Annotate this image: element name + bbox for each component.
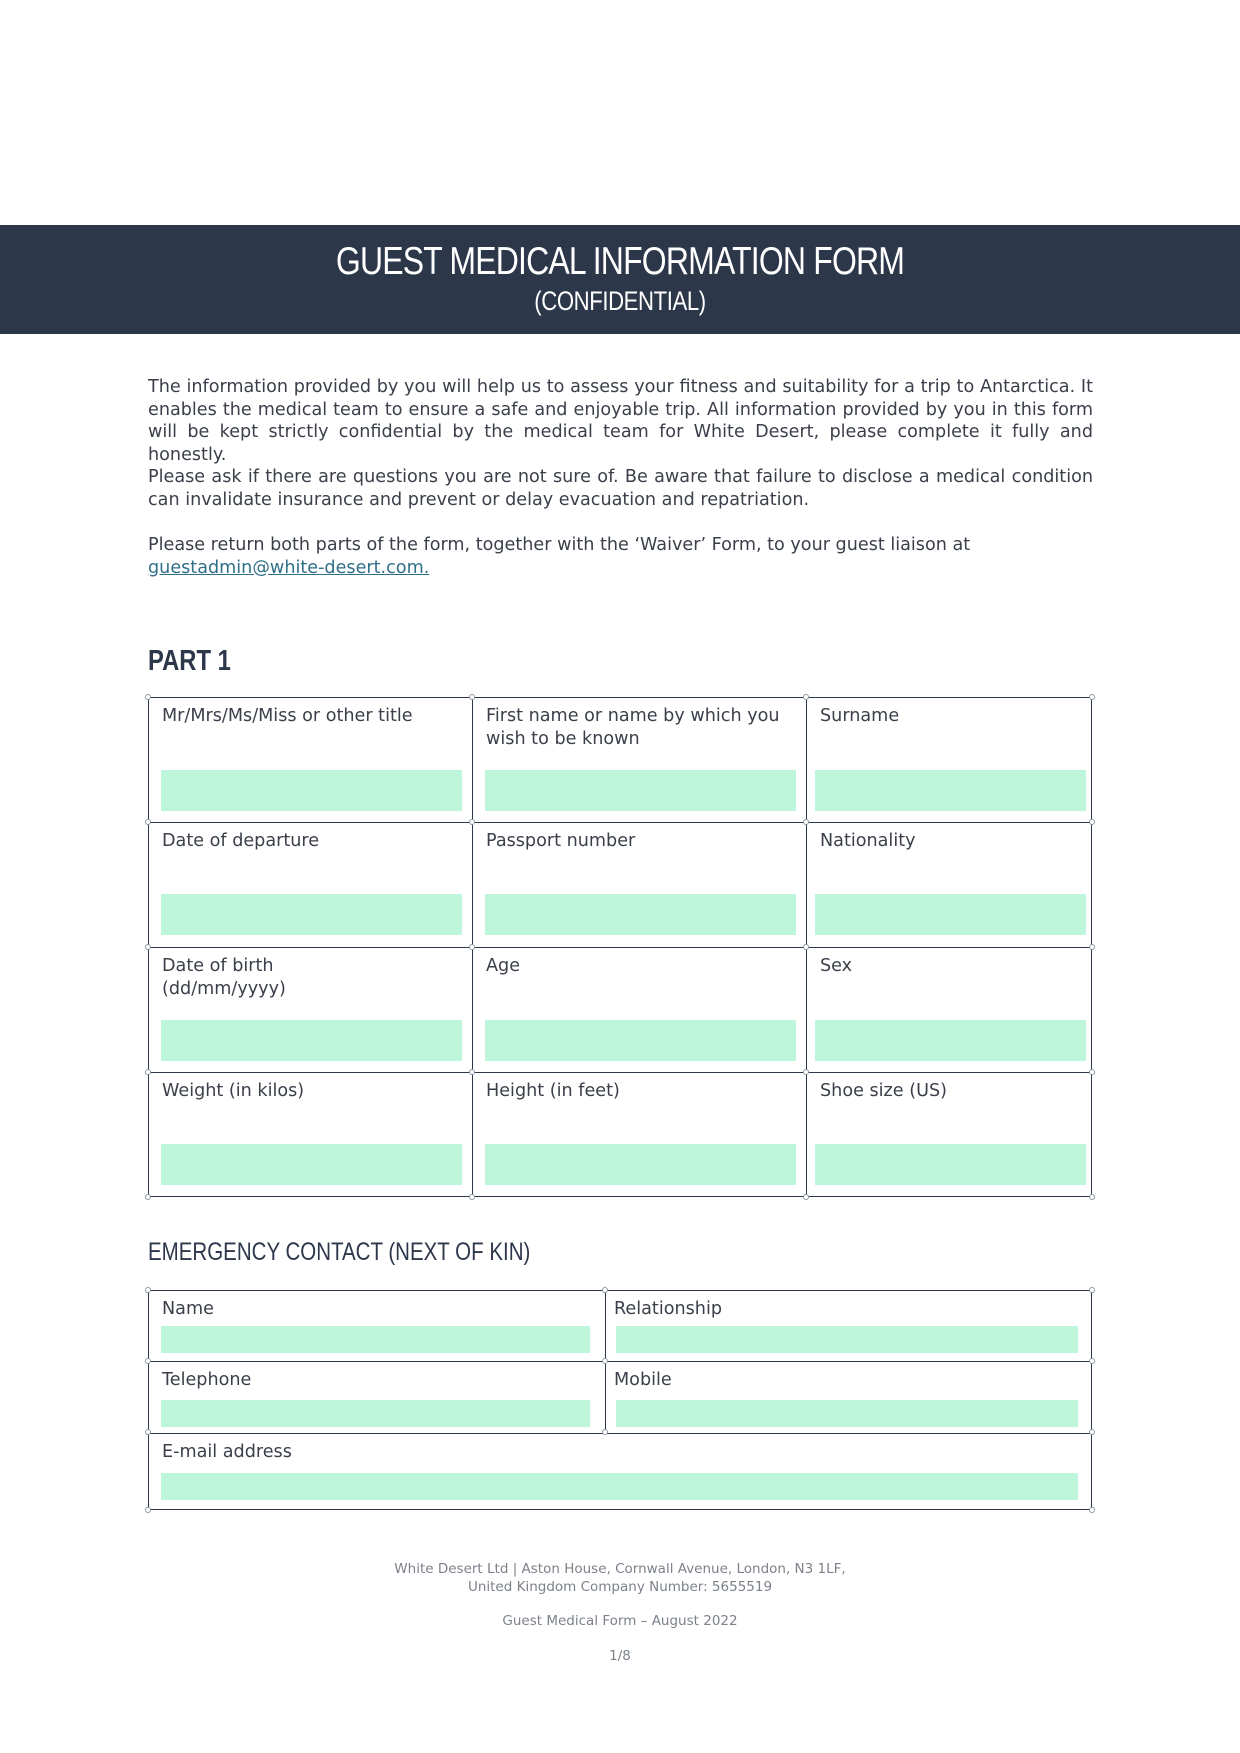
telephone-field[interactable] [161,1400,590,1427]
mobile-label: Mobile [614,1370,672,1390]
grid-handle-dot [803,1194,809,1200]
grid-handle-dot [602,1358,608,1364]
relationship-label: Relationship [614,1299,723,1319]
grid-handle-dot [803,1069,809,1075]
grid-handle-dot [145,1429,151,1435]
age-cell [473,948,807,1073]
intro-paragraph-1: The information provided by you will help us to assess your fitness and suitability for a trip to Antarctica. It enables the medical team to ensure a safe and enjoyable trip. All information provided by you in this form will be kept strictly confidential by the medical team for White Desert, please complete it fully and honestly. [148,377,1093,465]
grid-handle-dot [1089,1069,1095,1075]
grid-handle-dot [1089,819,1095,825]
first-name-field[interactable] [485,770,796,811]
grid-handle-dot [1089,694,1095,700]
grid-handle-dot [469,1194,475,1200]
grid-handle-dot [145,944,151,950]
grid-handle-dot [145,1358,151,1364]
grid-handle-dot [1089,1507,1095,1513]
contact-name-cell [149,1291,606,1362]
page-title: GUEST MEDICAL INFORMATION FORM [335,240,905,283]
grid-handle-dot [602,1429,608,1435]
page-number: 1/8 [609,1648,631,1664]
height-cell [473,1073,807,1195]
relationship-field[interactable] [616,1326,1078,1353]
passport-number-cell [473,823,807,948]
grid-handle-dot [469,1069,475,1075]
grid-handle-dot [803,694,809,700]
contact-name-field[interactable] [161,1326,590,1353]
nationality-field[interactable] [815,894,1086,935]
grid-handle-dot [145,819,151,825]
title-field[interactable] [161,770,462,811]
email-cell [149,1434,1090,1508]
shoe-size-cell [807,1073,1090,1195]
sex-label: Sex [820,956,853,976]
return-instructions: Please return both parts of the form, together with the ‘Waiver’ Form, to your guest liaison at [148,535,971,555]
weight-field[interactable] [161,1144,462,1185]
part-1-heading: PART 1 [148,645,231,677]
nationality-cell [807,823,1090,948]
grid-handle-dot [145,694,151,700]
departure-date-label: Date of departure [162,831,320,851]
footer-address-line-1: White Desert Ltd | Aston House, Cornwall Avenue, London, N3 1LF, [394,1561,846,1577]
grid-handle-dot [803,944,809,950]
sex-cell [807,948,1090,1073]
page-subtitle: (CONFIDENTIAL) [534,286,706,316]
grid-handle-dot [1089,1287,1095,1293]
grid-handle-dot [1089,1429,1095,1435]
weight-label: Weight (in kilos) [162,1081,305,1101]
footer-address-line-2: United Kingdom Company Number: 5655519 [467,1579,773,1595]
first-name-label: First name or name by which you wish to be known [486,706,780,749]
date-of-birth-cell [149,948,473,1073]
grid-handle-dot [145,1507,151,1513]
passport-number-field[interactable] [485,894,796,935]
grid-handle-dot [469,944,475,950]
age-label: Age [486,956,521,976]
surname-cell [807,698,1090,823]
grid-handle-dot [1089,944,1095,950]
grid-handle-dot [469,819,475,825]
guest-admin-email-link[interactable]: guestadmin@white-desert.com. [148,557,430,578]
grid-handle-dot [803,819,809,825]
email-field[interactable] [161,1473,1078,1500]
grid-handle-dot [145,1069,151,1075]
first-name-cell [473,698,807,823]
telephone-label: Telephone [162,1370,252,1390]
footer-form-version: Guest Medical Form – August 2022 [502,1613,738,1629]
surname-label: Surname [820,706,900,726]
departure-date-field[interactable] [161,894,462,935]
height-label: Height (in feet) [486,1081,620,1101]
shoe-size-field[interactable] [815,1144,1086,1185]
emergency-contact-heading: EMERGENCY CONTACT (NEXT OF KIN) [148,1238,531,1266]
part-1-form-grid [148,697,1092,1197]
grid-handle-dot [602,1287,608,1293]
title-label: Mr/Mrs/Ms/Miss or other title [162,706,413,726]
surname-field[interactable] [815,770,1086,811]
sex-field[interactable] [815,1020,1086,1061]
emergency-contact-grid [148,1290,1092,1510]
grid-handle-dot [469,694,475,700]
relationship-cell [606,1291,1090,1362]
nationality-label: Nationality [820,831,916,851]
passport-number-label: Passport number [486,831,636,851]
weight-cell [149,1073,473,1195]
grid-handle-dot [145,1194,151,1200]
telephone-cell [149,1362,606,1434]
contact-name-label: Name [162,1299,214,1319]
grid-handle-dot [1089,1358,1095,1364]
intro-paragraph-2: Please ask if there are questions you are not sure of. Be aware that failure to disclose a medical condition can invalidate insurance and prevent or delay evacuation and repatriation. [148,467,1093,510]
height-field[interactable] [485,1144,796,1185]
header-banner [0,225,1240,334]
date-of-birth-label: Date of birth (dd/mm/yyyy) [162,956,286,999]
shoe-size-label: Shoe size (US) [820,1081,947,1101]
mobile-field[interactable] [616,1400,1078,1427]
grid-handle-dot [145,1287,151,1293]
departure-date-cell [149,823,473,948]
date-of-birth-field[interactable] [161,1020,462,1061]
grid-handle-dot [1089,1194,1095,1200]
footer-address [0,1560,1240,1596]
email-label: E-mail address [162,1442,292,1462]
age-field[interactable] [485,1020,796,1061]
intro-paragraph-3 [148,534,1093,579]
title-cell [149,698,473,823]
mobile-cell [606,1362,1090,1434]
